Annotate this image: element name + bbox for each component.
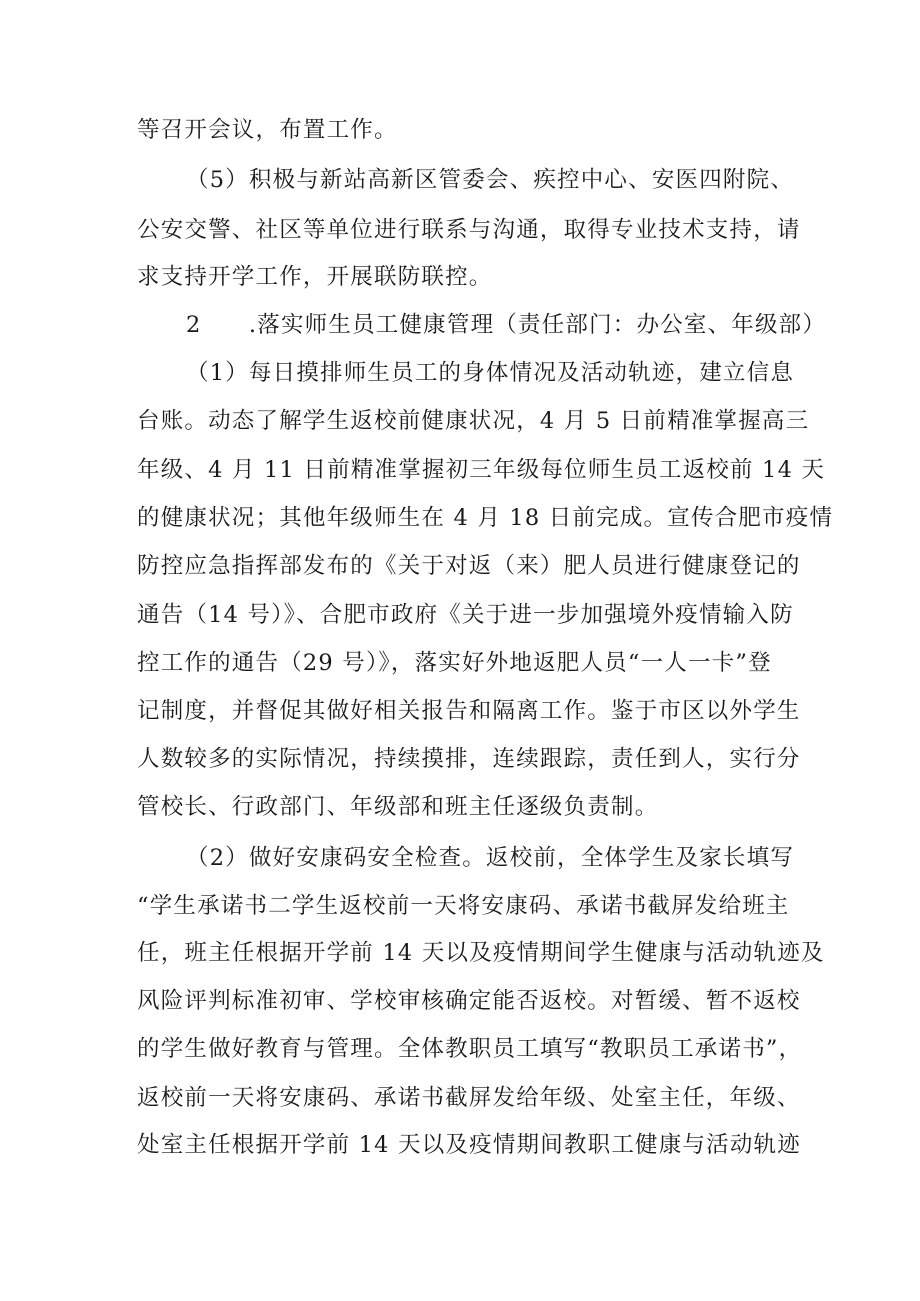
text-line: 人数较多的实际情况，持续摸排，连续跟踪，责任到人，实行分 [137,746,801,772]
text-line: 公安交警、社区等单位进行联系与沟通，取得专业技术支持，请 [137,217,801,243]
section-heading: 2 .落实师生员工健康管理（责任部门：办公室、年级部） [186,312,827,338]
text-line: 处室主任根据开学前 14 天以及疫情期间教职工健康与活动轨迹 [137,1132,801,1158]
text-line: 管校长、行政部门、年级部和班主任逐级负责制。 [137,794,659,820]
text-line: 防控应急指挥部发布的《关于对返（来）肥人员进行健康登记的 [137,553,801,579]
text-line: 的学生做好教育与管理。全体教职员工填写“教职员工承诺书”， [137,1036,803,1062]
text-line: 台账。动态了解学生返校前健康状况，4 月 5 日前精准掌握高三 [137,408,810,434]
text-line: 求支持开学工作，开展联防联控。 [137,264,493,290]
text-line: （5）积极与新站高新区管委会、疾控中心、安医四附院、 [186,167,795,193]
text-line: 任，班主任根据开学前 14 天以及疫情期间学生健康与活动轨迹及 [137,940,825,966]
text-line: 返校前一天将安康码、承诺书截屏发给年级、处室主任，年级、 [137,1085,801,1111]
text-line: 等召开会议，布置工作。 [137,117,398,143]
text-line: 记制度，并督促其做好相关报告和隔离工作。鉴于市区以外学生 [137,698,801,724]
text-line: 风险评判标准初审、学校审核确定能否返校。对暂缓、暂不返校 [137,988,801,1014]
text-line: 年级、4 月 11 日前精准掌握初三年级每位师生员工返校前 14 天 [137,457,826,483]
text-line: “学生承诺书二学生返校前一天将安康码、承诺书截屏发给班主 [137,893,790,919]
text-line: 控工作的通告（29 号）》，落实好外地返肥人员“一人一卡”登 [137,650,772,676]
text-line: 通告（14 号）》、合肥市政府《关于进一步加强境外疫情输入防 [137,602,794,628]
text-line: （2）做好安康码安全检查。返校前，全体学生及家长填写 [186,845,795,871]
text-line: （1）每日摸排师生员工的身体情况及活动轨迹，建立信息 [186,360,795,386]
text-line: 的健康状况；其他年级师生在 4 月 18 日前完成。宣传合肥市疫情 [137,505,834,531]
